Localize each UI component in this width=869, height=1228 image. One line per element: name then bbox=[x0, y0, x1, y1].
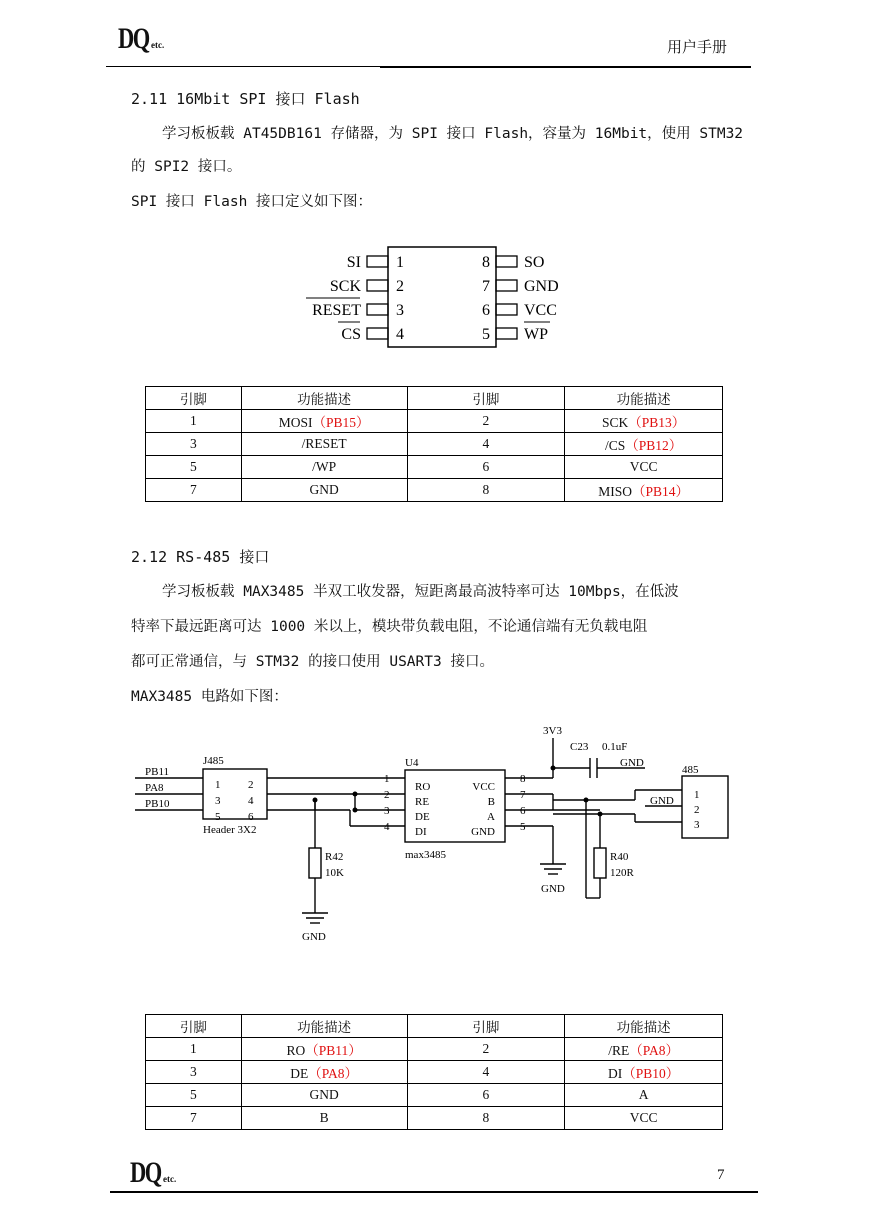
function-name: DI bbox=[607, 1066, 623, 1081]
svg-text:5: 5 bbox=[482, 326, 490, 343]
u4-ref: U4 bbox=[405, 757, 419, 769]
c23-ref: C23 bbox=[570, 741, 589, 753]
pin-number-cell: 3 bbox=[146, 433, 242, 456]
pin-number-cell: 8 bbox=[407, 479, 565, 502]
spi-paragraph-line2: 的 SPI2 接口。 bbox=[131, 159, 242, 175]
pin-function-cell bbox=[241, 1107, 407, 1130]
svg-text:1: 1 bbox=[396, 254, 404, 271]
pin-function-cell bbox=[565, 433, 723, 456]
chip-pin-right-6 bbox=[482, 302, 557, 319]
chip-pin-left-2 bbox=[330, 278, 404, 295]
mcu-pin: （PB12） bbox=[625, 438, 683, 453]
flash-pinout-diagram bbox=[300, 235, 570, 365]
pin-function-cell bbox=[241, 433, 407, 456]
pin-function-cell bbox=[565, 1061, 723, 1084]
section-heading-spi: 2.11 16Mbit SPI 接口 Flash bbox=[131, 90, 360, 108]
function-name: GND bbox=[309, 1087, 339, 1102]
svg-text:8: 8 bbox=[482, 254, 490, 271]
chip-pin-left-4 bbox=[338, 322, 404, 343]
pin-number-cell: 6 bbox=[407, 1084, 565, 1107]
pin-function-cell bbox=[565, 479, 723, 502]
function-name: /CS bbox=[604, 438, 626, 453]
j485-pin: 2 bbox=[248, 779, 254, 791]
gnd-label: GND bbox=[302, 931, 326, 943]
gnd-label: GND bbox=[541, 883, 565, 895]
logo-sub: etc. bbox=[163, 1174, 177, 1184]
table-row bbox=[146, 410, 723, 433]
conn-485-pin: 1 bbox=[694, 789, 700, 801]
u4-pin-name: A bbox=[487, 811, 495, 823]
table-header-cell: 功能描述 bbox=[565, 1015, 723, 1038]
j485-pin: 3 bbox=[215, 795, 221, 807]
net-label-pa8: PA8 bbox=[145, 782, 164, 794]
mcu-pin: （PB13） bbox=[628, 415, 686, 430]
chip-pin-left-3 bbox=[306, 298, 404, 319]
logo-mark: DQ bbox=[118, 22, 149, 55]
u4-pin: 8 bbox=[520, 773, 526, 785]
j485-pin: 6 bbox=[248, 811, 254, 823]
u4-pin-name: VCC bbox=[472, 781, 495, 793]
rs485-paragraph-line1: 学习板板载 MAX3485 半双工收发器，短距离最高波特率可达 10Mbps，在低波 bbox=[162, 584, 679, 600]
table-row bbox=[146, 1107, 723, 1130]
gnd-label: GND bbox=[650, 795, 674, 807]
svg-text:RESET: RESET bbox=[312, 302, 361, 319]
pin-number-cell: 7 bbox=[146, 479, 242, 502]
u4-pin: 4 bbox=[384, 821, 390, 833]
j485-header-body bbox=[203, 769, 267, 819]
svg-text:2: 2 bbox=[396, 278, 404, 295]
pin-number-cell: 5 bbox=[146, 1084, 242, 1107]
j485-pin: 5 bbox=[215, 811, 221, 823]
pin-function-cell bbox=[241, 479, 407, 502]
u4-pin-name: DI bbox=[415, 826, 427, 838]
u4-pin: 2 bbox=[384, 789, 390, 801]
r42-resistor bbox=[309, 848, 321, 878]
j485-ref: J485 bbox=[203, 755, 224, 767]
rs485-paragraph-line2: 特率下最远距离可达 1000 米以上，模块带负载电阻，不论通信端有无负载电阻 bbox=[131, 619, 648, 635]
u4-pin: 7 bbox=[520, 789, 526, 801]
pin-number-cell: 2 bbox=[407, 1038, 565, 1061]
header-rule-thick bbox=[380, 66, 751, 68]
u4-name: max3485 bbox=[405, 849, 446, 861]
spi-pin-table bbox=[145, 386, 723, 502]
svg-text:VCC: VCC bbox=[524, 302, 557, 319]
u4-pin-name: DE bbox=[415, 811, 430, 823]
table-header-cell: 功能描述 bbox=[241, 1015, 407, 1038]
header-logo bbox=[118, 22, 164, 56]
function-name: VCC bbox=[629, 459, 658, 474]
pin-function-cell bbox=[241, 456, 407, 479]
table-header-cell: 引脚 bbox=[146, 1015, 242, 1038]
chip-pin-right-5 bbox=[482, 322, 550, 343]
svg-text:3: 3 bbox=[396, 302, 404, 319]
pin-number-cell: 1 bbox=[146, 410, 242, 433]
function-name: SCK bbox=[601, 415, 629, 430]
function-name: B bbox=[319, 1110, 329, 1125]
chip-pin-right-7 bbox=[482, 278, 559, 295]
pin-number-cell: 4 bbox=[407, 1061, 565, 1084]
j485-name: Header 3X2 bbox=[203, 824, 257, 836]
table-header-cell: 功能描述 bbox=[565, 387, 723, 410]
table-row bbox=[146, 456, 723, 479]
table-header-row bbox=[146, 1015, 723, 1038]
section-heading-rs485: 2.12 RS-485 接口 bbox=[131, 548, 270, 566]
footer-logo bbox=[130, 1156, 176, 1190]
chip-body bbox=[388, 247, 496, 347]
pin-function-cell bbox=[241, 1061, 407, 1084]
pin-function-cell bbox=[565, 1038, 723, 1061]
spi-figure-caption: SPI 接口 Flash 接口定义如下图： bbox=[131, 194, 373, 210]
mcu-pin: （PB10） bbox=[622, 1066, 680, 1081]
table-header-cell: 引脚 bbox=[407, 1015, 565, 1038]
header-title: 用户手册 bbox=[667, 38, 728, 56]
function-name: MOSI bbox=[278, 415, 313, 430]
c23-value: 0.1uF bbox=[602, 741, 628, 753]
svg-text:GND: GND bbox=[524, 278, 559, 295]
r40-resistor bbox=[594, 848, 606, 878]
u4-pin: 3 bbox=[384, 805, 390, 817]
pin-function-cell bbox=[241, 1084, 407, 1107]
junction-dots bbox=[313, 766, 603, 817]
pin-number-cell: 8 bbox=[407, 1107, 565, 1130]
pin-number-cell: 4 bbox=[407, 433, 565, 456]
net-label-pb10: PB10 bbox=[145, 798, 170, 810]
gnd-label: GND bbox=[620, 757, 644, 769]
rs485-pin-table bbox=[145, 1014, 723, 1130]
r40-ref: R40 bbox=[610, 851, 629, 863]
u4-pin: 6 bbox=[520, 805, 526, 817]
svg-text:SO: SO bbox=[524, 254, 545, 271]
function-name: A bbox=[638, 1087, 649, 1102]
svg-text:CS: CS bbox=[341, 326, 361, 343]
supply-label: 3V3 bbox=[543, 725, 562, 737]
svg-text:SI: SI bbox=[346, 254, 361, 271]
table-header-cell: 功能描述 bbox=[241, 387, 407, 410]
svg-text:4: 4 bbox=[396, 326, 404, 343]
rs485-paragraph-line3: 都可正常通信，与 STM32 的接口使用 USART3 接口。 bbox=[131, 654, 494, 670]
pin-function-cell bbox=[565, 1084, 723, 1107]
pin-function-cell bbox=[241, 410, 407, 433]
mcu-pin: （PB14） bbox=[631, 484, 689, 499]
conn-485-ref: 485 bbox=[682, 764, 699, 776]
conn-485-pin: 2 bbox=[694, 804, 700, 816]
svg-text:6: 6 bbox=[482, 302, 490, 319]
function-name: VCC bbox=[629, 1110, 658, 1125]
table-header-cell: 引脚 bbox=[146, 387, 242, 410]
u4-pin: 1 bbox=[384, 773, 390, 785]
svg-text:WP: WP bbox=[524, 326, 548, 343]
u4-pin-name: B bbox=[487, 796, 495, 808]
j485-pin: 1 bbox=[215, 779, 221, 791]
footer-rule bbox=[110, 1191, 758, 1193]
logo-sub: etc. bbox=[151, 40, 165, 50]
function-name: /RESET bbox=[301, 436, 347, 451]
pin-number-cell: 2 bbox=[407, 410, 565, 433]
table-row bbox=[146, 433, 723, 456]
table-row bbox=[146, 1084, 723, 1107]
rs485-figure-caption: MAX3485 电路如下图： bbox=[131, 689, 288, 705]
function-name: MISO bbox=[598, 484, 632, 499]
r42-ref: R42 bbox=[325, 851, 344, 863]
spi-paragraph-line1: 学习板板载 AT45DB161 存储器，为 SPI 接口 Flash，容量为 16Mbit，使用 STM32 bbox=[162, 126, 744, 142]
pin-number-cell: 1 bbox=[146, 1038, 242, 1061]
function-name: DE bbox=[290, 1066, 309, 1081]
mcu-pin: （PB11） bbox=[305, 1043, 362, 1058]
function-name: GND bbox=[309, 482, 339, 497]
pin-number-cell: 7 bbox=[146, 1107, 242, 1130]
j485-pin: 4 bbox=[248, 795, 254, 807]
net-label-pb11: PB11 bbox=[145, 766, 170, 778]
function-name: /RE bbox=[608, 1043, 630, 1058]
chip-pin-right-8 bbox=[482, 254, 544, 271]
table-header-cell: 引脚 bbox=[407, 387, 565, 410]
logo-mark: DQ bbox=[130, 1156, 161, 1189]
pin-number-cell: 3 bbox=[146, 1061, 242, 1084]
page-number: 7 bbox=[717, 1167, 725, 1183]
u4-pin-name: RE bbox=[415, 796, 430, 808]
pin-function-cell bbox=[565, 456, 723, 479]
pin-function-cell bbox=[241, 1038, 407, 1061]
u4-pin-name: RO bbox=[415, 781, 431, 793]
mcu-pin: （PA8） bbox=[629, 1043, 679, 1058]
u4-pin: 5 bbox=[520, 821, 526, 833]
r40-value: 120R bbox=[610, 867, 634, 879]
function-name: RO bbox=[286, 1043, 306, 1058]
pin-function-cell bbox=[565, 410, 723, 433]
table-header-row bbox=[146, 387, 723, 410]
function-name: /WP bbox=[312, 459, 337, 474]
pin-number-cell: 6 bbox=[407, 456, 565, 479]
pin-number-cell: 5 bbox=[146, 456, 242, 479]
svg-text:7: 7 bbox=[482, 278, 490, 295]
mcu-pin: （PB15） bbox=[312, 415, 370, 430]
pin-function-cell bbox=[565, 1107, 723, 1130]
chip-pin-left-1 bbox=[347, 254, 404, 271]
conn-485-pin: 3 bbox=[694, 819, 700, 831]
u4-pin-name: GND bbox=[471, 826, 495, 838]
table-row bbox=[146, 1038, 723, 1061]
max3485-schematic bbox=[130, 718, 750, 953]
mcu-pin: （PA8） bbox=[308, 1066, 359, 1081]
table-row bbox=[146, 479, 723, 502]
svg-text:SCK: SCK bbox=[329, 278, 361, 295]
conn-485-body bbox=[682, 776, 728, 838]
r42-value: 10K bbox=[325, 867, 344, 879]
table-row bbox=[146, 1061, 723, 1084]
